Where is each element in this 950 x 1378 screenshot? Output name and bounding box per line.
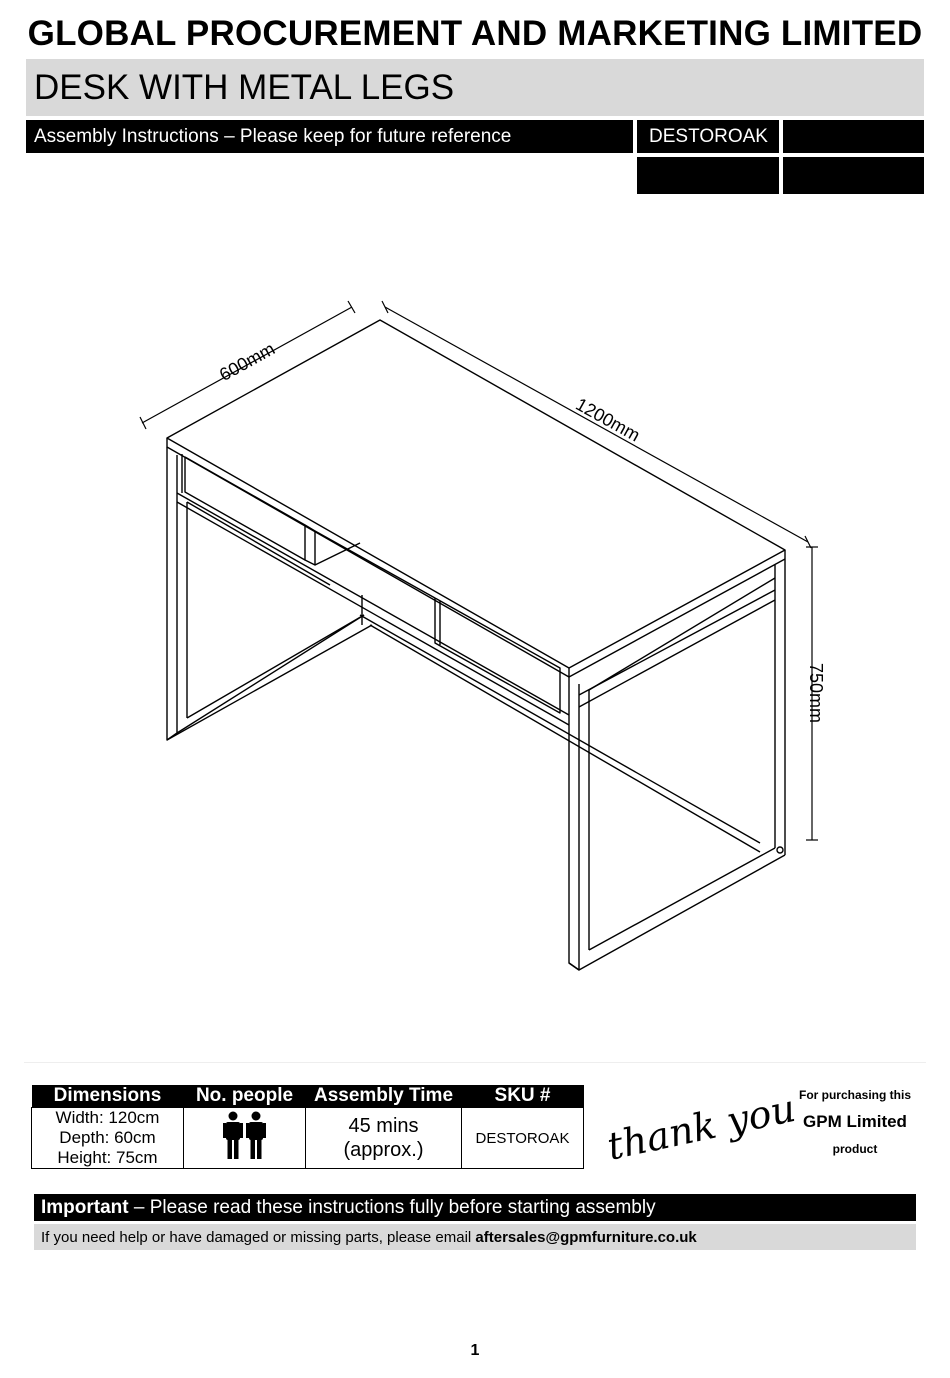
blank-box-3 bbox=[783, 157, 924, 194]
dimension-lines bbox=[140, 301, 818, 840]
time-value: 45 mins bbox=[348, 1115, 419, 1137]
width-value: Width: 120cm bbox=[55, 1108, 160, 1127]
product-title-bar bbox=[26, 59, 924, 116]
purchase-line-3: product bbox=[832, 1142, 878, 1156]
dimensions-cell bbox=[32, 1108, 184, 1169]
people-cell bbox=[184, 1108, 306, 1169]
separator-line bbox=[24, 1062, 926, 1063]
time-header: Assembly Time bbox=[306, 1085, 462, 1108]
depth-dimension-label: 600mm bbox=[215, 338, 279, 386]
blank-box-2 bbox=[637, 157, 779, 194]
important-text: – Please read these instructions fully before starting assembly bbox=[128, 1197, 656, 1218]
desk-drawing bbox=[130, 295, 830, 980]
subtitle-bar bbox=[26, 120, 633, 153]
company-name: GLOBAL PROCUREMENT AND MARKETING LIMITED bbox=[27, 14, 923, 53]
info-value-row bbox=[32, 1108, 584, 1169]
important-banner bbox=[34, 1194, 916, 1221]
desk-outline bbox=[167, 320, 785, 970]
time-cell bbox=[306, 1108, 462, 1169]
code-text: DESTOROAK bbox=[649, 126, 768, 147]
purchase-line-1: For purchasing this bbox=[798, 1088, 911, 1102]
dimensions-header: Dimensions bbox=[32, 1085, 184, 1108]
support-email-link[interactable]: aftersales@gpmfurniture.co.uk bbox=[475, 1229, 697, 1246]
time-note: (approx.) bbox=[343, 1139, 424, 1161]
info-table bbox=[31, 1085, 584, 1169]
depth-value: Depth: 60cm bbox=[59, 1128, 156, 1147]
subtitle-text: Assembly Instructions – Please keep for future reference bbox=[34, 126, 512, 147]
thank-you-text: thank you bbox=[603, 1085, 800, 1169]
sku-value: DESTOROAK bbox=[462, 1108, 584, 1169]
blank-box-1 bbox=[783, 120, 924, 153]
product-title: DESK WITH METAL LEGS bbox=[34, 68, 455, 107]
page-number: 1 bbox=[470, 1342, 480, 1359]
info-header-row bbox=[32, 1085, 584, 1108]
purchase-message bbox=[790, 1088, 920, 1156]
height-dimension-label: 750mm bbox=[806, 662, 826, 724]
code-box bbox=[637, 120, 779, 153]
people-header: No. people bbox=[184, 1085, 306, 1108]
two-people-icon bbox=[222, 1111, 268, 1161]
sku-header: SKU # bbox=[462, 1085, 584, 1108]
thank-you-script bbox=[603, 1085, 800, 1169]
help-banner bbox=[34, 1224, 916, 1250]
brand-name: GPM Limited bbox=[803, 1112, 907, 1131]
height-value: Height: 75cm bbox=[57, 1148, 158, 1167]
important-label: Important bbox=[41, 1197, 129, 1218]
width-dimension-label: 1200mm bbox=[572, 394, 644, 446]
help-text: If you need help or have damaged or missing parts, please email bbox=[41, 1229, 476, 1246]
